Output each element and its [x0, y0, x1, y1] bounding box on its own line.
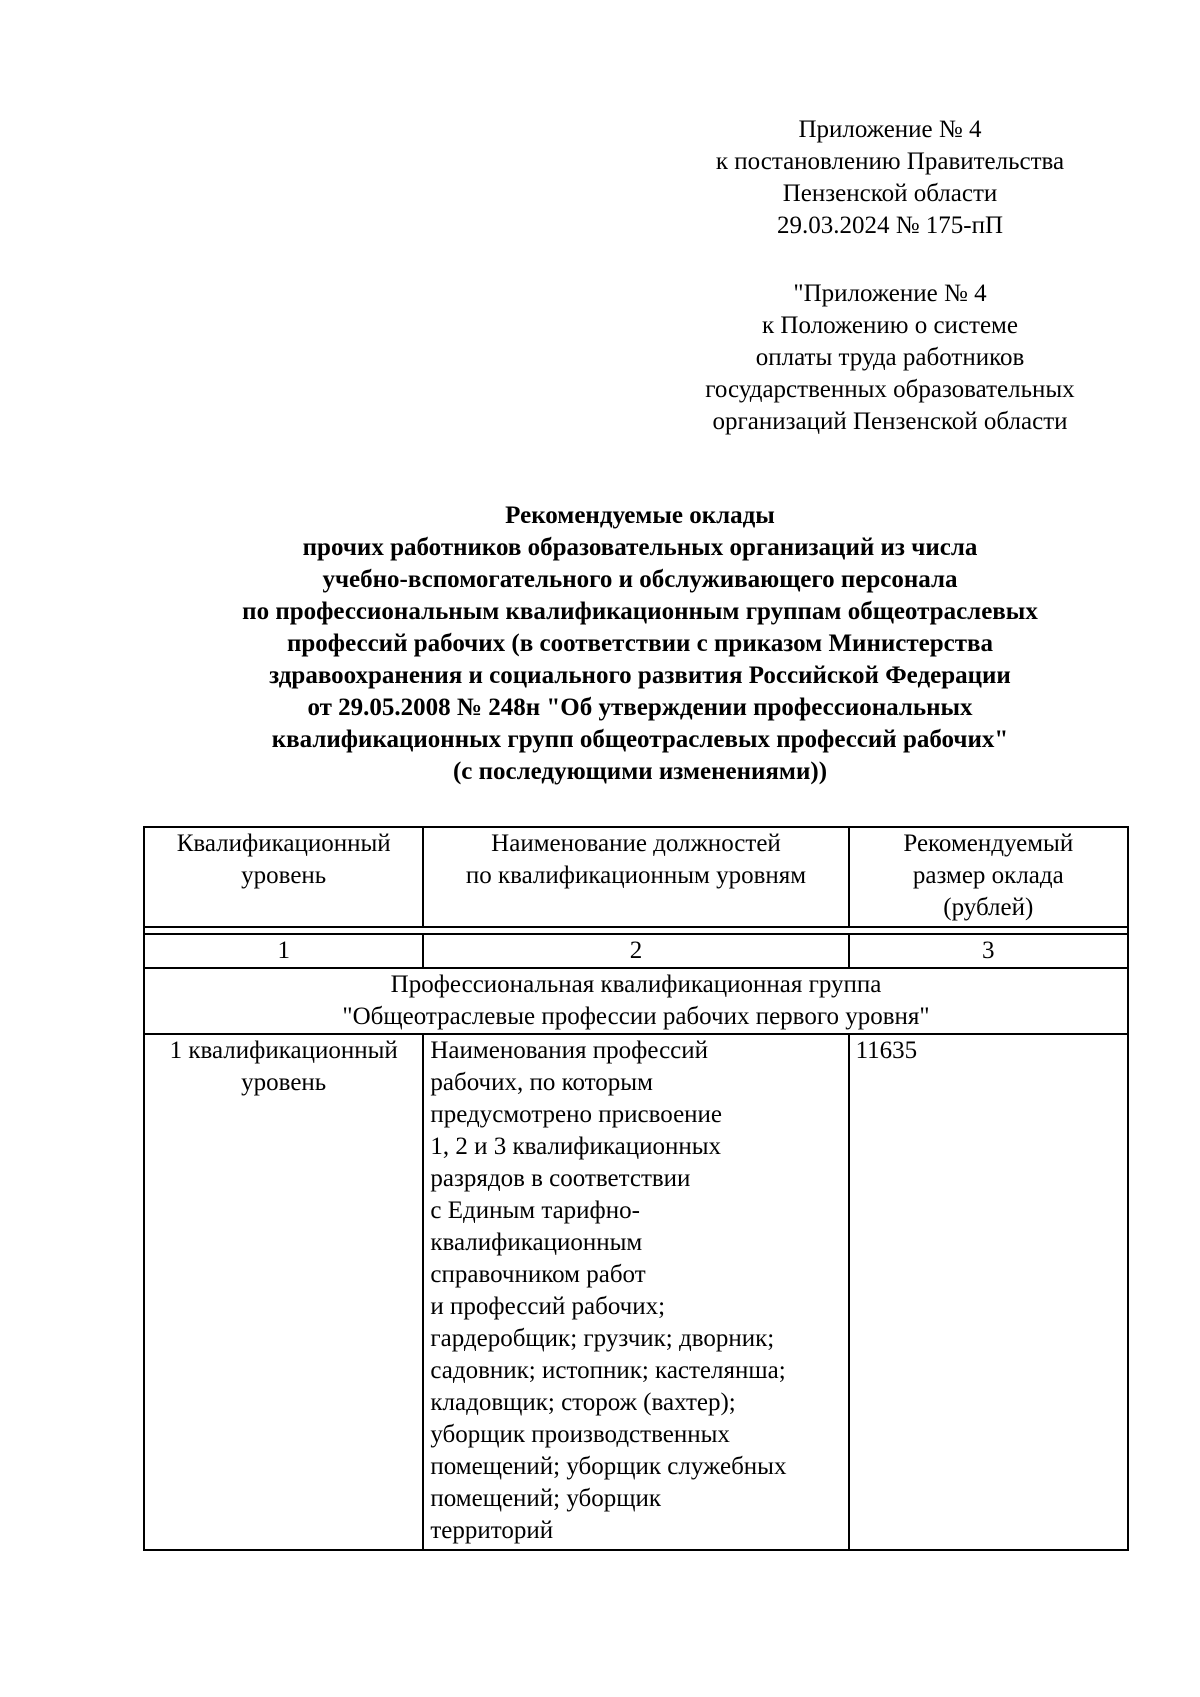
appendix-subheader [660, 278, 1120, 438]
appendix-line: государственных образовательных [705, 376, 1075, 403]
appendix-header [660, 114, 1120, 242]
title-line: Рекомендуемые оклады [505, 502, 775, 529]
column-number: 1 [144, 934, 423, 968]
title-line: (с последующими изменениями)) [452, 758, 828, 785]
header-qualification-level: Квалификационный уровень [144, 827, 423, 927]
title-line: профессий рабочих (в соответствии с приказом Министерства [286, 630, 994, 657]
group-title: Профессиональная квалификационная группа "Общеотраслевые профессии рабочих первого уровня" [144, 968, 1128, 1034]
appendix-line: организаций Пензенской области [712, 408, 1068, 435]
appendix-line: к постановлению Правительства [715, 148, 1065, 175]
document-title [150, 500, 1130, 788]
appendix-line: "Приложение № 4 [793, 280, 987, 307]
column-number-row [144, 934, 1128, 968]
group-row [144, 968, 1128, 1034]
column-number: 2 [423, 934, 848, 968]
title-line: от 29.05.2008 № 248н "Об утверждении профессиональных [307, 694, 973, 721]
appendix-line: к Положению о системе [762, 312, 1018, 339]
qualification-level-cell: 1 квалификационный уровень [144, 1034, 423, 1550]
title-line: здравоохранения и социального развития Российской Федерации [269, 662, 1011, 689]
table-header-row [144, 827, 1128, 927]
table-row [144, 1034, 1128, 1550]
appendix-line: Приложение № 4 [798, 116, 982, 143]
position-names-cell: Наименования профессий рабочих, по которым предусмотрено присвоение 1, 2 и 3 квалификационных разрядов в соответствии с Единым тарифно- квалификационным справочником работ и профессий рабочих; гардеробщик; грузчик; дворник; садовник; истопник; кастелянша; кладовщик; сторож (вахтер); уборщик производственных помещений; уборщик служебных помещений; уборщик территорий [423, 1034, 848, 1550]
salary-cell: 11635 [849, 1034, 1128, 1550]
header-salary: Рекомендуемый размер оклада (рублей) [849, 827, 1128, 927]
header-position-names: Наименование должностей по квалификационным уровням [423, 827, 848, 927]
table-header-divider [144, 927, 1128, 934]
title-line: по профессиональным квалификационным группам общеотраслевых [242, 598, 1038, 625]
title-line: квалификационных групп общеотраслевых профессий рабочих" [271, 726, 1009, 753]
appendix-line: Пензенской области [782, 180, 998, 207]
appendix-line: 29.03.2024 № 175-пП [776, 212, 1004, 239]
title-line: учебно-вспомогательного и обслуживающего персонала [322, 566, 958, 593]
column-number: 3 [849, 934, 1128, 968]
salary-table [143, 826, 1129, 1551]
appendix-line: оплаты труда работников [755, 344, 1025, 371]
title-line: прочих работников образовательных организаций из числа [302, 534, 978, 561]
